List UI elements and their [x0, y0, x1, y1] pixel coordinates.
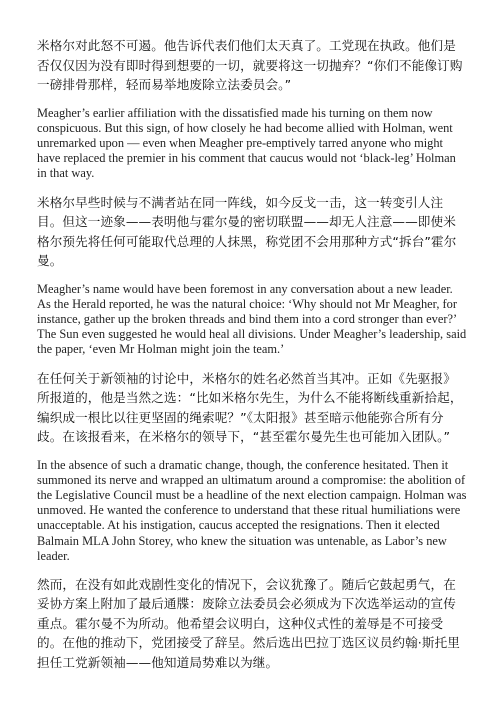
document-page	[37, 36, 467, 683]
paragraph-en-1: Meagher’s earlier affiliation with the dissatisfied made his turning on them now conspicuous. But this sign, of how closely he had become allied with Holman, went unremarked upon — even when Meagher pre-emptively tarred anyone who might have replaced the premier in his comment that caucus would not ‘black-leg’ Holman in that way.	[37, 105, 456, 181]
paragraph-en-3: In the absence of such a dramatic change, though, the conference hesitated. Then it summoned its nerve and wrapped an ultimatum around a compromise: the abolition of the Legislative Council must be a headline of the next election campaign. Holman was unmoved. He wanted the conference to understand that these ritual humiliations were unacceptable. At his instigation, caucus accepted the resignations. Then it elected Balmain MLA John Storey, who knew the situation was untenable, as Labor’s new leader.	[37, 457, 467, 563]
paragraph-zh-1: 米格尔对此怒不可遏。他告诉代表们他们太天真了。工党现在执政。他们是否仅仅因为没有即时得到想要的一切，就要将这一切抛弃？“你们不能像订购一磅排骨那样，轻而易举地废除立法委员会。”	[37, 38, 463, 92]
paragraph-zh-2: 米格尔早些时候与不满者站在同一阵线，如今反戈一击，这一转变引人注目。但这一迹象——表明他与霍尔曼的密切联盟——却无人注意——即使米格尔预先将任何可能取代总理的人抹黑，称党团不会用那种方式“拆台”霍尔曼。	[37, 194, 457, 269]
paragraph-en-2: Meagher’s name would have been foremost in any conversation about a new leader. As the Herald reported, he was the natural choice: ‘Why should not Mr Meagher, for instance, gather up the broken threads and bind them into a cord stronger than ever?’ The Sun even suggested he would heal all divisions. Under Meagher’s leadership, said the paper, ‘even Mr Holman might join the team.’	[37, 281, 467, 357]
paragraph-zh-3: 在任何关于新领袖的讨论中，米格尔的姓名必然首当其冲。正如《先驱报》所报道的，他是当然之选：“比如米格尔先生，为什么不能将断线重新拾起，编织成一根比以往更坚固的绳索呢？”《太阳报》甚至暗示他能弥合所有分歧。在该报看来，在米格尔的领导下，“甚至霍尔曼先生也可能加入团队。”	[37, 370, 463, 445]
paragraph-zh-4: 然而，在没有如此戏剧性变化的情况下，会议犹豫了。随后它鼓起勇气，在妥协方案上附加了最后通牒：废除立法委员会必须成为下次选举运动的宣传重点。霍尔曼不为所动。他希望会议明白，这种仪式性的羞辱是不可接受的。在他的推动下，党团接受了辞呈。然后选出巴拉丁选区议员约翰·斯托里担任工党新领袖——他知道局势难以为继。	[37, 576, 460, 670]
